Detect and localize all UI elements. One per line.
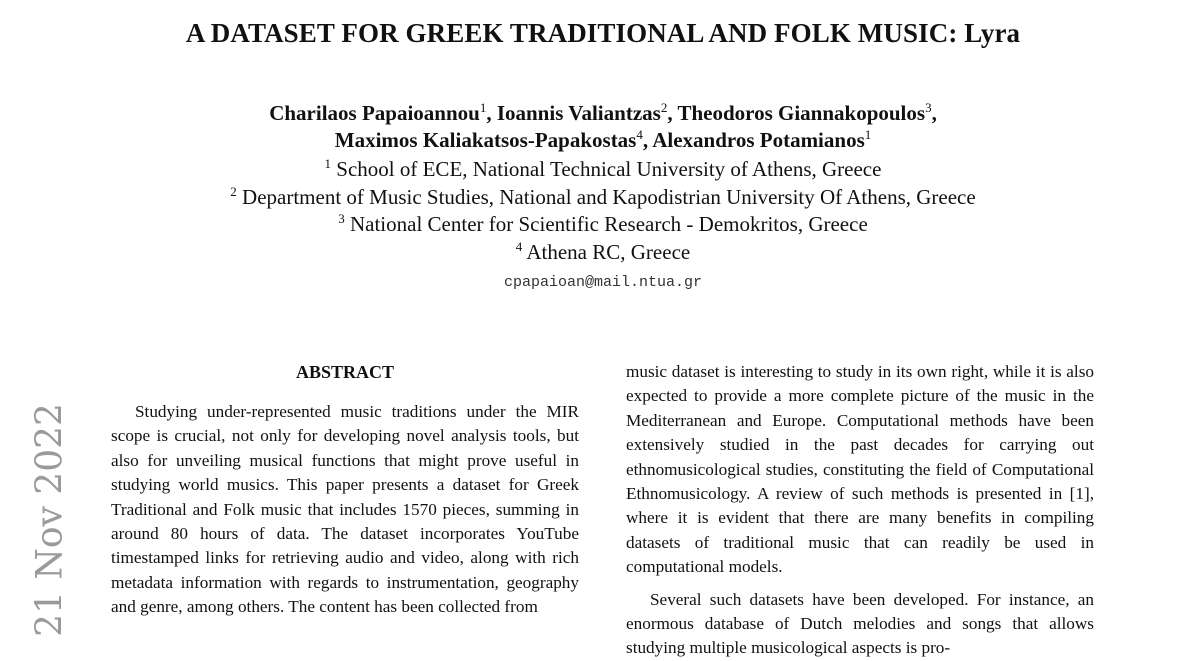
arxiv-stamp [28, 403, 72, 637]
author-affil-mark: 1 [479, 100, 487, 115]
author-name: Alexandros Potamianos [652, 128, 865, 152]
body-paragraph: Several such datasets have been developed. For instance, an enormous database of Dutch melodies and songs that allows studying multiple musicological aspects is pro- [626, 589, 1094, 658]
affiliation-text: Department of Music Studies, National and Kapodistrian University Of Athens, Greece [242, 184, 976, 209]
affiliation-text: National Center for Scientific Research - Demokritos, Greece [349, 212, 868, 236]
affiliation-mark: 3 [338, 211, 345, 226]
affiliation [0, 184, 1200, 212]
arxiv-date: 21 Nov 2022 [29, 403, 71, 637]
affiliation-mark: 1 [324, 156, 332, 171]
affiliation-mark: 2 [230, 183, 237, 199]
author-name: Charilaos Papaioannou [269, 101, 480, 125]
affiliation-list [0, 156, 1200, 266]
affiliation [0, 156, 1200, 184]
paper-title: A DATASET FOR GREEK TRADITIONAL AND FOLK MUSIC: Lyra [185, 18, 1021, 48]
author-affil-mark: 4 [636, 127, 643, 142]
author-line-2: Maximos Kaliakatsos-Papakostas$^4$, Alexandros Potamianos$^1$ [334, 127, 872, 152]
author-name: Ioannis Valiantzas [496, 101, 661, 125]
abstract-paragraph: Studying under-represented music traditions under the MIR scope is crucial, not only for developing novel analysis tools, but also for unveiling musical functions that might prove useful in studying world musics. This paper presents a dataset for Greek Traditional and Folk music that includes 1570 pieces, summing in around 80 hours of data. The dataset incorporates YouTube timestamped links for retrieving audio and video, along with rich metadata information with regards to instrumentation, geography and genre, among others. The content has been collected from [111, 402, 579, 617]
author-line-1: Charilaos Papaioannou$^1$, Ioannis Valiantzas$^2$, Theodoros Giannakopoulos$^3$, [269, 100, 937, 125]
affiliation-text: Athena RC, Greece [526, 239, 691, 264]
abstract-heading: ABSTRACT [295, 362, 395, 382]
author-list [0, 100, 1200, 154]
author-affil-mark: 3 [925, 100, 932, 115]
author-affil-mark: 2 [660, 100, 668, 115]
left-column [111, 360, 579, 620]
body-paragraph: music dataset is interesting to study in its own right, while it is also expected to provide a more complete picture of the music in the Mediterranean and Europe. Computational methods have been extensively studied in the past decades for carrying out ethnomusicological studies, constituting the field of Computational Ethnomusicology. A review of such methods is presented in [1], where it is evident that there are many benefits in compiling datasets of traditional music that can readily be used in computational models. [626, 362, 1094, 577]
affiliation-mark: 4 [515, 238, 523, 254]
affiliation [0, 239, 1200, 267]
right-column [626, 360, 1094, 661]
author-affil-mark: 1 [864, 127, 872, 142]
author-name: Theodoros Giannakopoulos [677, 101, 926, 125]
affiliation [0, 211, 1200, 239]
affiliation-text: School of ECE, National Technical University of Athens, Greece [336, 157, 882, 181]
contact-email[interactable]: cpapaioan@mail.ntua.gr [503, 274, 703, 291]
author-name: Maximos Kaliakatsos-Papakostas [334, 128, 637, 152]
